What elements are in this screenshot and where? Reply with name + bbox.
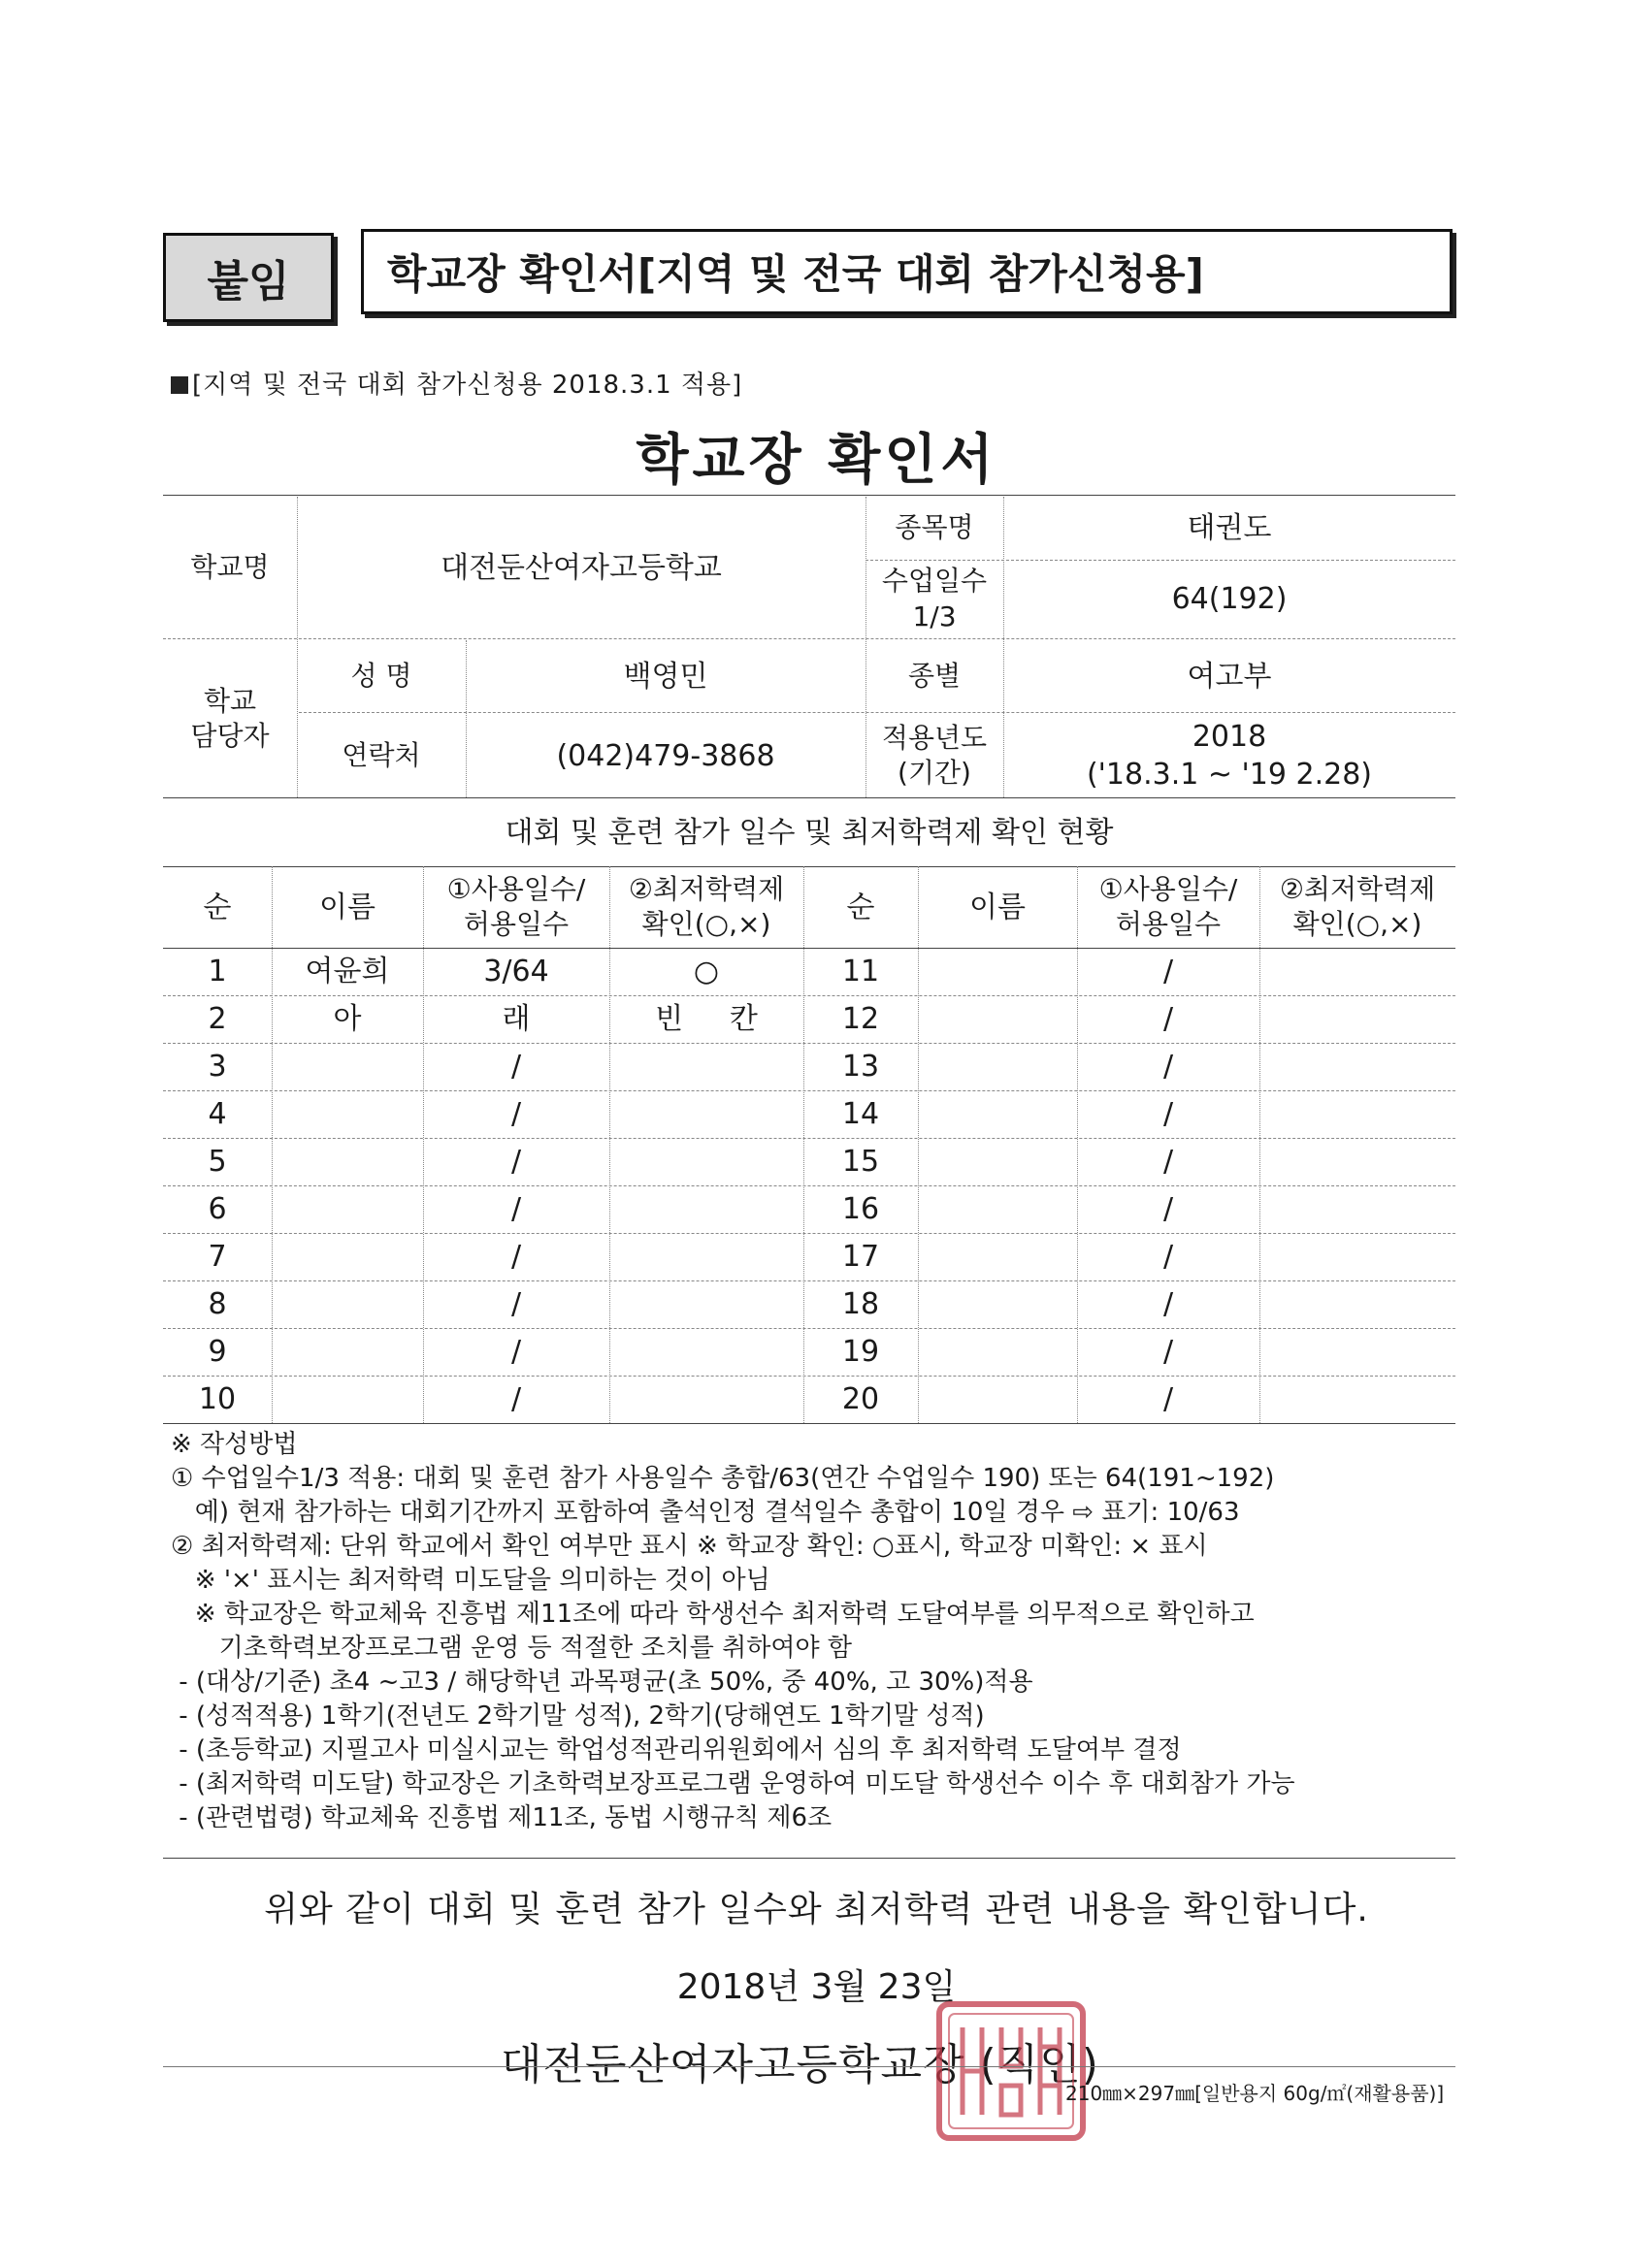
row-check [1259,1280,1455,1328]
row-number: 17 [841,1240,880,1274]
note-line: ※ 학교장은 학교체육 진흥법 제11조에 따라 학생선수 최저학력 도달여부를 의무적으로 확인하고 [171,1600,1255,1629]
header-days-line2: 허용일수 [1115,908,1222,940]
header-days-right [1077,866,1259,948]
header-days-left [423,866,609,948]
grid-bottom-border [163,1423,1455,1424]
header-check-line2: 확인(○,×) [641,908,771,940]
class-days-value: 64(192) [1171,582,1288,616]
row-check [1259,948,1455,995]
row-number: 9 [208,1335,227,1369]
row-number: 14 [841,1097,880,1131]
row-check: ○ [693,955,720,988]
row-name [918,1233,1077,1280]
row-days: 3/64 [483,955,549,988]
row-check [1259,1233,1455,1280]
category-value: 여고부 [1187,659,1272,694]
row-name [918,1376,1077,1423]
confirmation-statement: 위와 같이 대회 및 훈련 참가 일수와 최저학력 관련 내용을 확인합니다. [264,1890,1369,1929]
header-days-line1: ①사용일수/ [1098,872,1238,905]
year-value [1003,714,1455,797]
row-days: / [1162,1145,1174,1179]
row-name [918,1328,1077,1376]
row-name [272,1233,423,1280]
row-check [609,1138,803,1185]
row-number: 20 [841,1382,880,1416]
row-number: 4 [208,1097,227,1131]
document-title: 학교장 확인서 [636,429,997,492]
header-name-left: 이름 [319,890,376,924]
official-seal-icon [933,1998,1089,2144]
row-name [918,1043,1077,1090]
row-check [609,1280,803,1328]
row-number: 19 [841,1335,880,1369]
row-check [1259,1185,1455,1233]
row-check [1259,1043,1455,1090]
row-check [609,1376,803,1423]
note-line: - (관련법령) 학교체육 진흥법 제11조, 동법 시행규칙 제6조 [171,1803,833,1832]
row-number: 12 [841,1002,880,1036]
row-number: 8 [208,1287,227,1321]
row-number: 16 [841,1192,880,1226]
note-line: - (성적적용) 1학기(전년도 2학기말 성적), 2학기(당해연도 1학기말 성적) [171,1701,985,1731]
note-line: 기초학력보장프로그램 운영 등 적절한 조치를 취하여야 함 [171,1634,852,1663]
row-number: 10 [198,1382,237,1416]
row-name [918,1280,1077,1328]
row-name [272,1328,423,1376]
class-days-label-line1: 수업일수 [881,565,988,598]
row-check [1259,995,1455,1043]
row-days: / [510,1145,522,1179]
row-check [609,1328,803,1376]
row-days: / [1162,955,1174,988]
row-number: 6 [208,1192,227,1226]
row-name [272,1138,423,1185]
note-line: ① 수업일수1/3 적용: 대회 및 훈련 참가 사용일수 총합/63(연간 수업일수 190) 또는 64(191~192) [171,1464,1275,1493]
year-label-line1: 적용년도 [881,721,988,754]
row-number: 7 [208,1240,227,1274]
header-days-line1: ①사용일수/ [446,872,586,905]
row-name [918,1185,1077,1233]
row-days: / [1162,1050,1174,1084]
row-number: 3 [208,1050,227,1084]
year-value-line2: ('18.3.1 ~ '19 2.28) [1086,758,1373,792]
row-number: 15 [841,1145,880,1179]
row-days: / [510,1097,522,1131]
row-number: 2 [208,1002,227,1036]
class-days-label-line2: 1/3 [912,599,957,632]
header-check-right [1259,866,1455,948]
row-days: / [1162,1192,1174,1226]
name-value: 백영민 [623,659,708,694]
manager-label-line1: 학교 [203,684,257,717]
header-check-left [609,866,803,948]
row-check [609,1185,803,1233]
header-check-line1: ②최저학력제 [1279,872,1436,905]
note-line: ※ 작성방법 [171,1430,298,1459]
class-days-label [865,560,1003,638]
note-line: - (초등학교) 지필고사 미실시교는 학업성적관리위원회에서 심의 후 최저학력 도달여부 결정 [171,1735,1182,1765]
row-name: 여윤희 [305,955,390,988]
square-bullet-icon [171,376,188,394]
header-no-right: 순 [846,890,875,924]
row-check [1259,1376,1455,1423]
header-check-line1: ②최저학력제 [628,872,785,905]
manager-label-line2: 담당자 [190,720,270,752]
row-check: 빈 칸 [655,1002,758,1036]
row-days: / [510,1335,522,1369]
row-days: / [1162,1097,1174,1131]
row-check [609,1043,803,1090]
applied-note [171,365,742,401]
year-label [865,714,1003,797]
header-no-left: 순 [203,890,232,924]
row-days: / [510,1192,522,1226]
header-check-line2: 확인(○,×) [1292,908,1422,940]
applied-note-text: [지역 및 전국 대회 참가신청용 2018.3.1 적용] [192,371,743,400]
year-label-line2: (기간) [898,757,971,789]
attachment-label: 붙임 [163,233,334,322]
year-value-line1: 2018 [1192,720,1267,754]
row-number: 1 [208,955,227,988]
row-days: 래 [502,1002,531,1036]
header-name-right: 이름 [969,890,1026,924]
school-name-value: 대전둔산여자고등학교 [441,550,722,585]
row-days: / [510,1050,522,1084]
row-days: / [1162,1240,1174,1274]
row-days: / [1162,1002,1174,1036]
row-name [918,995,1077,1043]
row-name [918,1138,1077,1185]
title-banner: 학교장 확인서[지역 및 전국 대회 참가신청용] [361,229,1453,314]
row-name [918,948,1077,995]
principal-signature-line: 대전둔산여자고등학교장 (직인) [501,2040,1099,2090]
school-name-label: 학교명 [190,550,270,583]
row-days: / [510,1240,522,1274]
note-line: 예) 현재 참가하는 대회기간까지 포함하여 출석인정 결석일수 총합이 10일 경우 ⇨ 표기: 10/63 [171,1498,1240,1527]
event-label: 종목명 [895,511,974,544]
row-days: / [1162,1382,1174,1416]
note-line: - (대상/기준) 초4 ~고3 / 해당학년 과목평균(초 50%, 중 40%, 고 30%)적용 [171,1668,1033,1697]
header-days-line2: 허용일수 [463,908,570,940]
row-number: 5 [208,1145,227,1179]
contact-label: 연락처 [342,738,421,771]
contact-value: (042)479-3868 [556,738,775,773]
row-days: / [510,1382,522,1416]
participation-section-title: 대회 및 훈련 참가 일수 및 최저학력제 확인 현황 [505,815,1114,850]
name-label: 성 명 [350,659,412,692]
category-label: 종별 [907,659,962,692]
note-line: ② 최저학력제: 단위 학교에서 확인 여부만 표시 ※ 학교장 확인: ○표시, 학교장 미확인: × 표시 [171,1532,1208,1561]
row-name [918,1090,1077,1138]
note-line: ※ '×' 표시는 최저학력 미도달을 의미하는 것이 아님 [171,1566,770,1595]
row-name [272,1043,423,1090]
row-days: / [1162,1287,1174,1321]
row-days: / [510,1287,522,1321]
paper-spec: 210㎜×297㎜[일반용지 60g/㎡(재활용품)] [1065,2082,1445,2105]
row-check [1259,1138,1455,1185]
row-check [609,1090,803,1138]
row-number: 18 [841,1287,880,1321]
row-days: / [1162,1335,1174,1369]
row-name [272,1090,423,1138]
event-value: 태권도 [1187,511,1272,545]
row-check [609,1233,803,1280]
row-name [272,1280,423,1328]
manager-label [163,640,297,797]
row-check [1259,1328,1455,1376]
row-name [272,1185,423,1233]
row-number: 13 [841,1050,880,1084]
row-number: 11 [841,955,880,988]
note-line: - (최저학력 미도달) 학교장은 기초학력보장프로그램 운영하여 미도달 학생선수 이수 후 대회참가 가능 [171,1769,1295,1798]
row-check [1259,1090,1455,1138]
row-name [272,1376,423,1423]
writing-method-notes [171,1428,1461,1835]
issue-date: 2018년 3월 23일 [676,1967,957,2007]
row-name: 아 [333,1002,362,1036]
